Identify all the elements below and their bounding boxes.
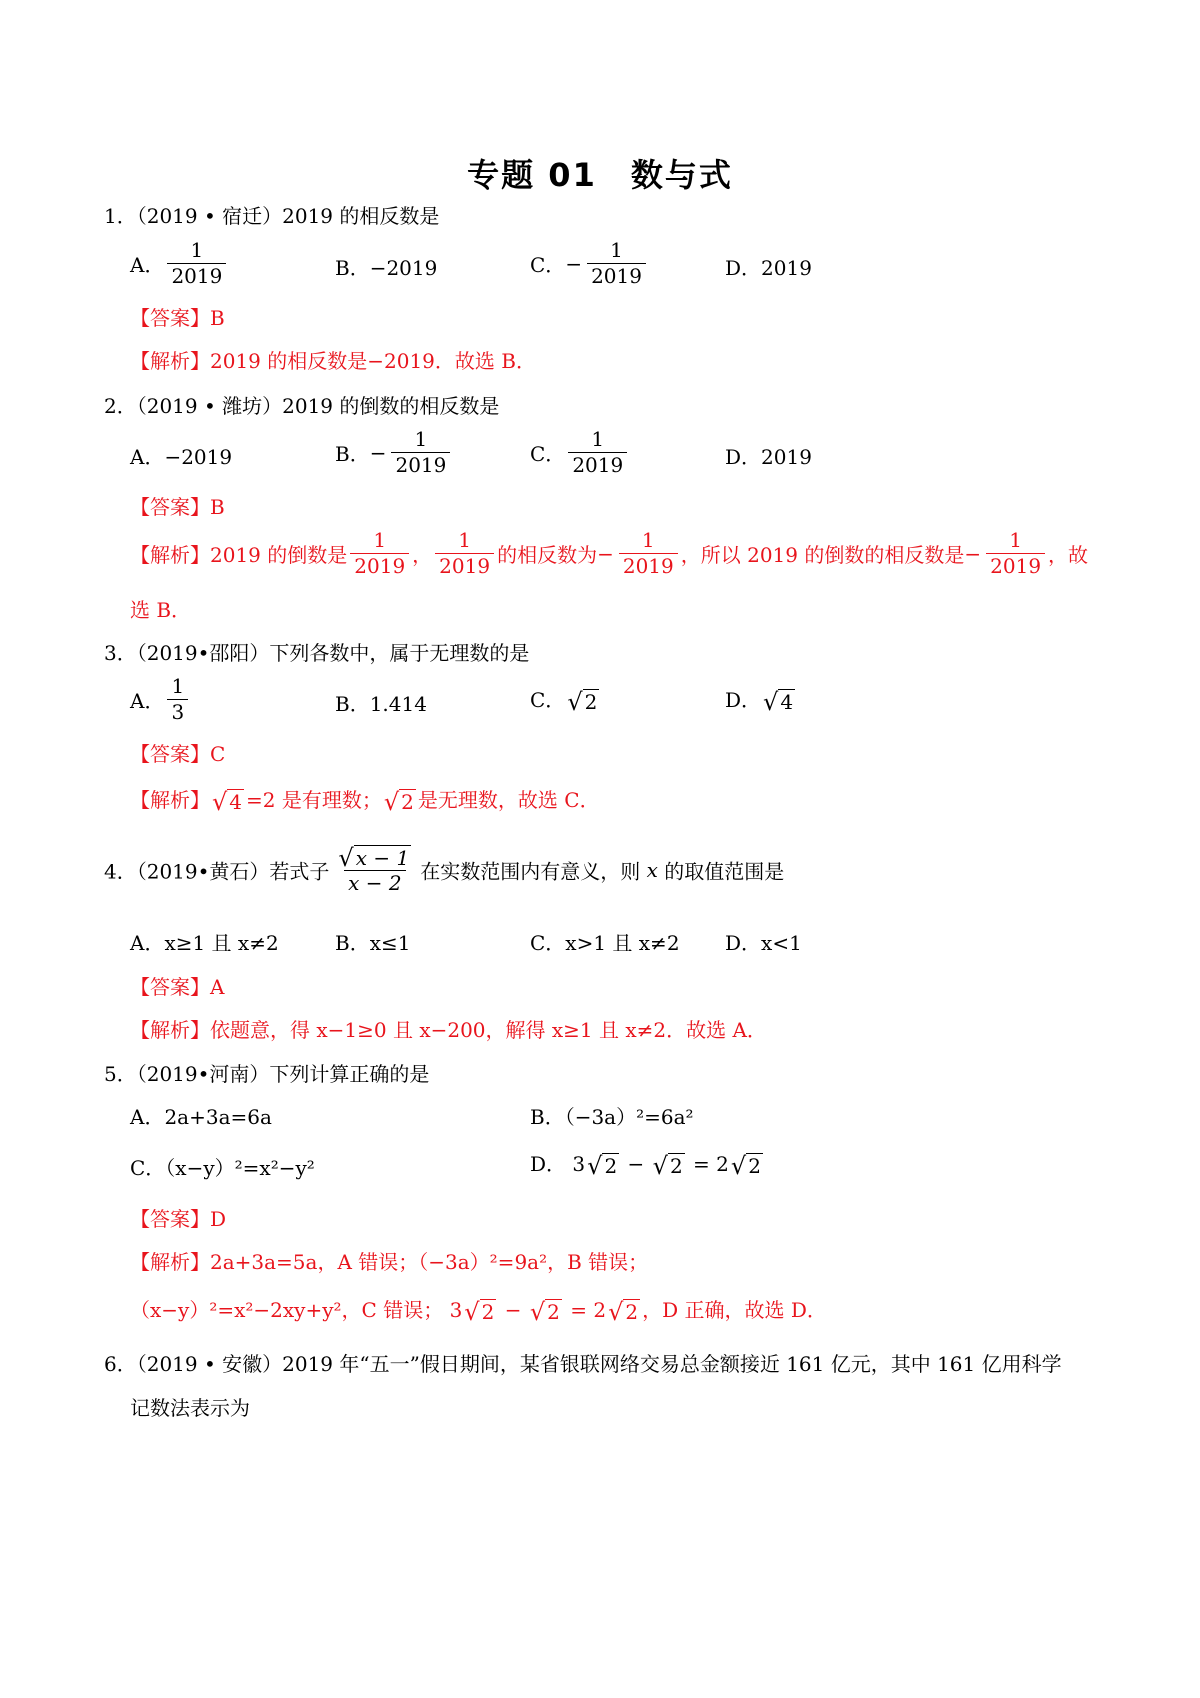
q1-option-c: C．− $\frac{1}{2019}$ xyxy=(530,238,649,289)
q4-option-c: C．x>1 且 x≠2 xyxy=(530,931,680,955)
question-4-stem: 4．（2019•黄石）若式子 √ x − 1 x − 2 在实数范围内有意义，则 x 的取值范围是 xyxy=(104,844,785,895)
q5-option-d: D． 3 √ 2 − √ 2 = 2 √ 2 xyxy=(530,1152,761,1180)
page-title: 专题 01 数与式 xyxy=(467,156,733,194)
q3-option-d: D． √ 4 xyxy=(725,688,794,716)
q2-analysis-line2: 选 B． xyxy=(130,598,192,622)
q5-answer: 【答案】D xyxy=(130,1207,227,1231)
q5-option-a: A．2a+3a=6a xyxy=(130,1105,272,1129)
q2-analysis-line1: 【解析】2019 的倒数是 $\frac{1}{2019}$ ， $\frac{1}{2019}$ 的相反数为− $\frac{1}{2019}$ ，所以 2019 的倒数的相反数是− $\frac{1}{2019}$ ，故 xyxy=(130,528,1089,578)
q3-option-b: B．1.414 xyxy=(335,692,427,716)
question-5-stem: 5．（2019•河南）下列计算正确的是 xyxy=(104,1062,430,1086)
q1-answer: 【答案】B xyxy=(130,306,225,330)
q4-option-a: A．x≥1 且 x≠2 xyxy=(130,931,279,955)
q4-analysis: 【解析】依题意，得 x−1≥0 且 x−200，解得 x≥1 且 x≠2．故选 A． xyxy=(130,1018,767,1042)
q3-analysis: 【解析】 √ 4 =2 是有理数； √ 2 是无理数，故选 C． xyxy=(130,788,600,816)
q3-option-c: C． √ 2 xyxy=(530,688,598,716)
q5-option-c: C．（x−y）²=x²−y² xyxy=(130,1156,315,1180)
q4-answer: 【答案】A xyxy=(130,975,225,999)
q4-option-d: D．x<1 xyxy=(725,931,802,955)
q3-answer: 【答案】C xyxy=(130,742,226,766)
question-1-stem: 1．（2019 • 宿迁）2019 的相反数是 xyxy=(104,204,440,228)
q1-option-b: B．−2019 xyxy=(335,256,438,280)
q5-option-b: B．（−3a）²=6a² xyxy=(530,1105,694,1129)
q1-analysis: 【解析】2019 的相反数是−2019．故选 B． xyxy=(130,349,536,373)
q4-option-b: B．x≤1 xyxy=(335,931,411,955)
q5-analysis-line1: 【解析】2a+3a=5a，A 错误；（−3a）²=9a²，B 错误； xyxy=(130,1250,649,1274)
question-6-stem-line1: 6．（2019 • 安徽）2019 年“五一”假日期间，某省银联网络交易总金额接近 161 亿元，其中 161 亿用科学 xyxy=(104,1352,1062,1376)
question-6-stem-line2: 记数法表示为 xyxy=(130,1396,250,1420)
q1-option-a: A． $\frac{1}{2019}$ xyxy=(130,238,229,289)
q2-option-a: A．−2019 xyxy=(130,445,233,469)
q2-option-b: B．− $\frac{1}{2019}$ xyxy=(335,427,453,478)
q1-option-d: D．2019 xyxy=(725,256,812,280)
q2-answer: 【答案】B xyxy=(130,495,225,519)
q3-option-a: A． $\frac{1}{3}$ xyxy=(130,674,191,725)
q2-option-d: D．2019 xyxy=(725,445,812,469)
q5-analysis-line2: （x−y）²=x²−2xy+y²，C 错误； 3 √ 2 − √ 2 = 2 √ 2 ，D 正确，故选 D． xyxy=(130,1298,827,1326)
question-2-stem: 2．（2019 • 潍坊）2019 的倒数的相反数是 xyxy=(104,394,500,418)
q2-option-c: C． $\frac{1}{2019}$ xyxy=(530,427,630,478)
question-3-stem: 3．（2019•邵阳）下列各数中，属于无理数的是 xyxy=(104,641,530,665)
